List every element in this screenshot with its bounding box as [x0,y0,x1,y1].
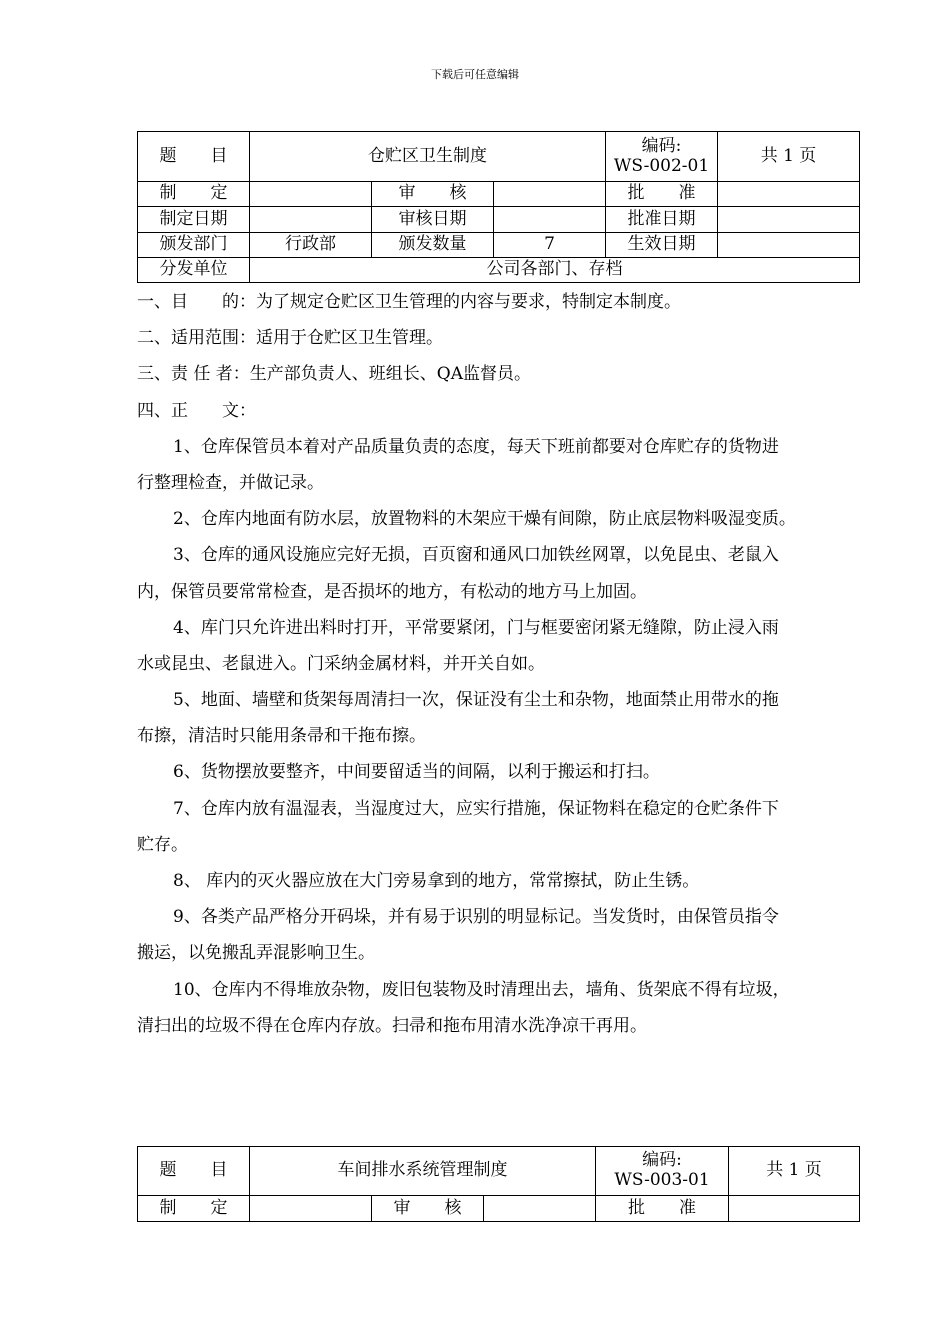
made-date-value [250,207,372,233]
clause-10-line-2: 清扫出的垃圾不得在仓库内存放。扫帚和拖布用清水洗净凉干再用。 [137,1015,647,1036]
approve-label: 批 准 [596,1196,729,1222]
document-title: 仓贮区卫生制度 [250,132,606,182]
approve-date-label: 批准日期 [606,207,718,233]
main-text-heading: 四、正 文： [137,400,256,421]
review-date-label: 审核日期 [372,207,494,233]
effective-date-label: 生效日期 [606,233,718,258]
distribution-value: 公司各部门、存档 [250,258,860,283]
clause-5-line-2: 布擦，清洁时只能用条帚和干拖布擦。 [137,726,426,747]
effective-date-value [718,233,860,258]
clause-1-line-1: 1、仓库保管员本着对产品质量负责的态度，每天下班前都要对仓库贮存的货物进 [173,436,779,457]
issue-qty-value: 7 [494,233,606,258]
code-value: WS-002-01 [613,155,710,176]
clause-3-line-1: 3、仓库的通风设施应完好无损，百页窗和通风口加铁丝网罩，以免昆虫、老鼠入 [173,545,779,566]
made-value [250,1196,372,1222]
clause-3-line-2: 内，保管员要常常检查，是否损坏的地方，有松动的地方马上加固。 [137,581,647,602]
scope-line: 二、适用范围：适用于仓贮区卫生管理。 [137,328,443,349]
document-info-table [137,131,860,283]
clause-6: 6、货物摆放要整齐，中间要留适当的间隔，以利于搬运和打扫。 [173,762,660,783]
code-value: WS-003-01 [614,1170,710,1190]
document-code [596,1147,729,1196]
made-value [250,182,372,207]
document-title: 车间排水系统管理制度 [250,1147,596,1196]
clause-5-line-1: 5、地面、墙壁和货架每周清扫一次，保证没有尘土和杂物，地面禁止用带水的拖 [173,690,779,711]
clause-4-line-2: 水或昆虫、老鼠进入。门采纳金属材料，并开关自如。 [137,653,545,674]
issue-qty-label: 颁发数量 [372,233,494,258]
made-label: 制 定 [138,1196,250,1222]
review-value [484,1196,596,1222]
review-label: 审 核 [372,182,494,207]
issue-dept-value: 行政部 [250,233,372,258]
made-label: 制 定 [138,182,250,207]
clause-8: 8、 库内的灭火器应放在大门旁易拿到的地方，常常擦拭，防止生锈。 [173,871,700,891]
review-value [494,182,606,207]
issue-dept-label: 颁发部门 [138,233,250,258]
document-body [137,284,863,1044]
next-document-info-table [137,1146,860,1222]
approve-value [729,1196,860,1222]
clause-9-line-2: 搬运，以免搬乱弄混影响卫生。 [137,943,375,964]
approve-date-value [718,207,860,233]
clause-10-line-1: 10、仓库内不得堆放杂物，废旧包装物及时清理出去，墙角、货架底不得有垃圾， [173,979,790,1000]
clause-9-line-1: 9、各类产品严格分开码垛，并有易于识别的明显标记。当发货时，由保管员指令 [173,907,779,928]
clause-4-line-1: 4、库门只允许进出料时打开，平常要紧闭，门与框要密闭紧无缝隙，防止浸入雨 [173,617,779,638]
review-date-value [494,207,606,233]
code-label: 编码: [642,1150,682,1171]
made-date-label: 制定日期 [138,207,250,233]
distribution-label: 分发单位 [138,258,250,283]
title-label: 题 目 [138,1147,250,1196]
code-label: 编码: [641,135,682,156]
page-count: 共 1 页 [729,1147,860,1196]
page-count: 共 1 页 [718,132,860,182]
clause-2: 2、仓库内地面有防水层，放置物料的木架应干燥有间隙，防止底层物料吸湿变质。 [173,509,796,530]
approve-value [718,182,860,207]
responsible-line: 三、责 任 者：生产部负责人、班组长、QA监督员。 [137,364,532,385]
header-note: 下载后可任意编辑 [431,68,519,81]
clause-7-line-2: 贮存。 [137,834,188,855]
review-label: 审 核 [372,1196,484,1222]
clause-1-line-2: 行整理检查，并做记录。 [137,472,324,493]
approve-label: 批 准 [606,182,718,207]
document-code [606,132,718,182]
purpose-line: 一、目 的：为了规定仓贮区卫生管理的内容与要求，特制定本制度。 [137,292,681,312]
clause-7-line-1: 7、仓库内放有温湿表，当湿度过大，应实行措施，保证物料在稳定的仓贮条件下 [173,798,779,819]
title-label: 题 目 [138,132,250,182]
